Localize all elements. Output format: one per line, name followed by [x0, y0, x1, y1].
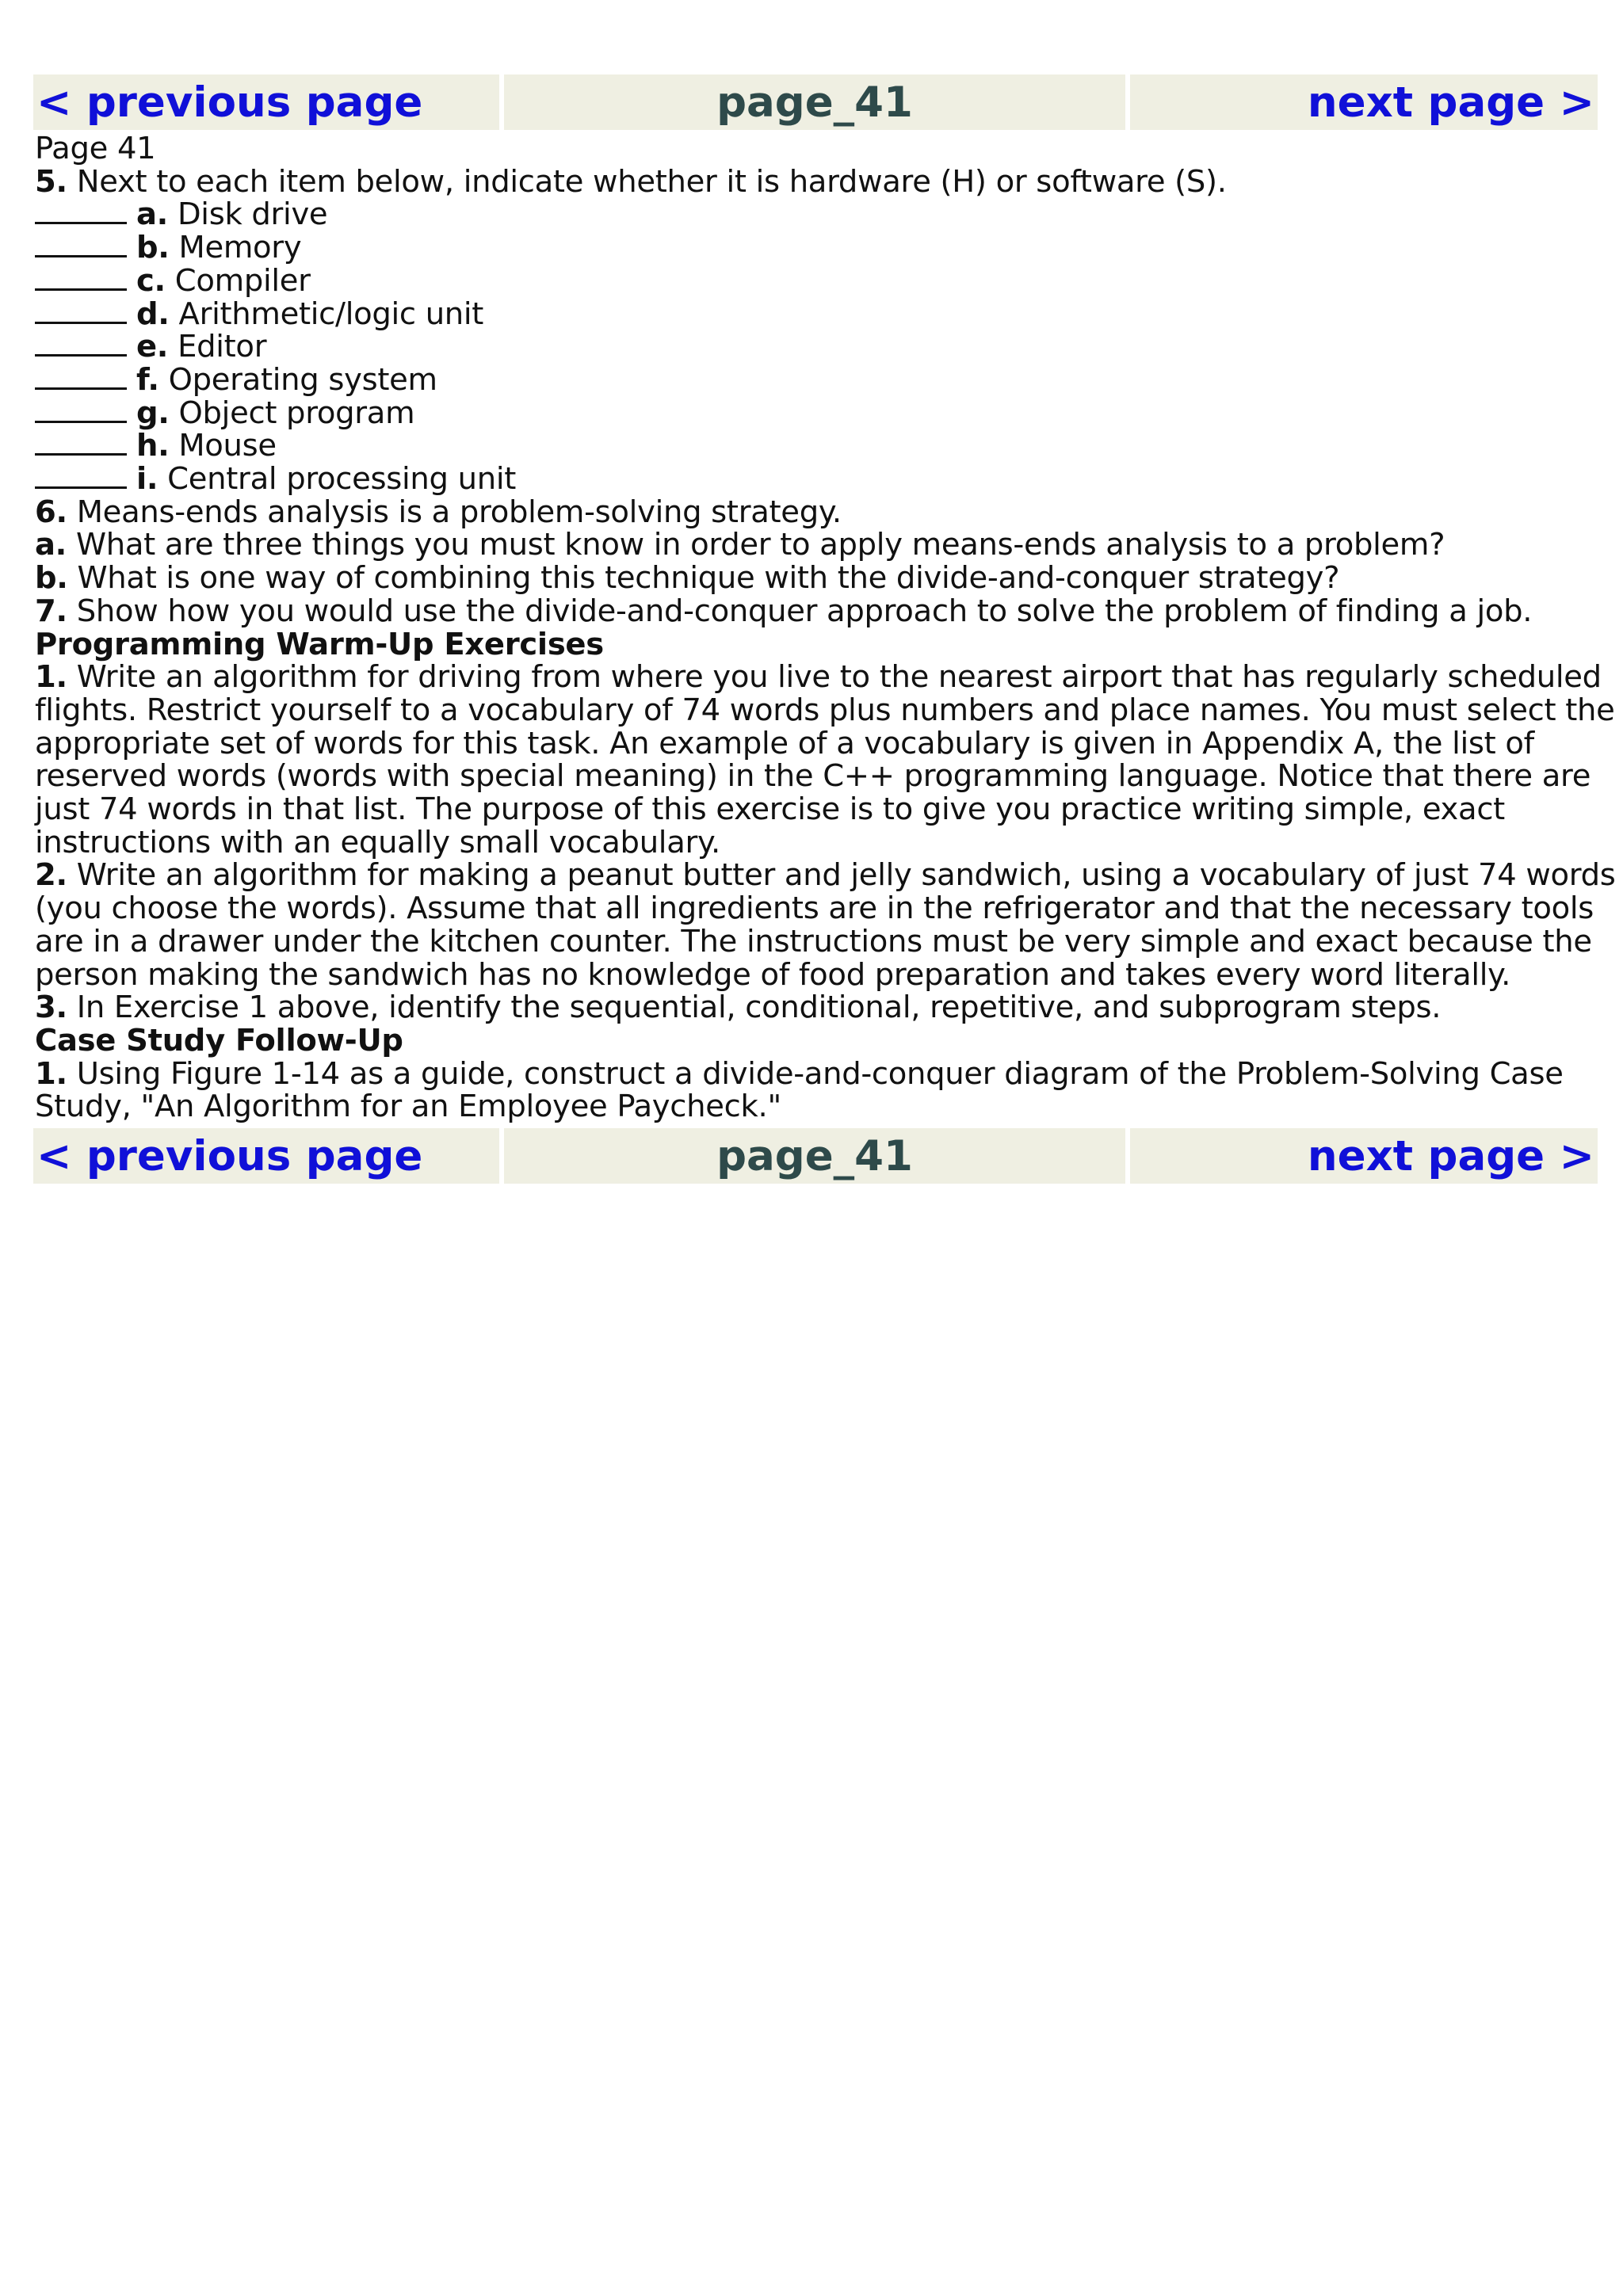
- page-content: [35, 131, 1616, 1125]
- question-number: 5.: [35, 163, 67, 200]
- list-item: [35, 262, 1598, 299]
- answer-blank: [35, 387, 127, 390]
- question-6: [35, 496, 1598, 529]
- item-text: Memory: [169, 230, 302, 266]
- exercise-text: Using Figure 1-14 as a guide, construct a divide-and-conquer diagram of the Problem-Solving Case: [67, 1055, 1564, 1092]
- item-text: What are three things you must know in order to apply means-ends analysis to a problem?: [67, 527, 1445, 563]
- answer-blank: [35, 486, 127, 489]
- item-text: Central processing unit: [158, 461, 517, 498]
- exercise-text-line: flights. Restrict yourself to a vocabulary of 74 words plus numbers and place names. You must select the: [35, 692, 1615, 728]
- exercise-number: 3.: [35, 990, 67, 1026]
- question-6a: [35, 528, 1598, 562]
- page-title: page_41: [504, 1128, 1125, 1184]
- exercise-text: In Exercise 1 above, identify the sequential, conditional, repetitive, and subprogram steps.: [67, 990, 1442, 1026]
- next-page-link[interactable]: next page >: [1130, 74, 1598, 130]
- item-letter: f.: [136, 361, 159, 398]
- exercise-text-line: are in a drawer under the kitchen counter. The instructions must be very simple and exact because the: [35, 923, 1592, 959]
- exercise-text-line: person making the sandwich has no knowledge of food preparation and takes every word literally.: [35, 956, 1511, 993]
- list-item: [35, 429, 1598, 463]
- next-page-link[interactable]: next page >: [1130, 1128, 1598, 1184]
- exercise-text-line: just 74 words in that list. The purpose of this exercise is to give you practice writing simple, exact: [35, 791, 1505, 828]
- item-letter: g.: [136, 395, 170, 431]
- list-item: [35, 330, 1598, 364]
- item-letter: d.: [136, 296, 170, 332]
- item-letter: i.: [136, 461, 158, 498]
- item-text: Disk drive: [168, 196, 328, 233]
- item-text: Arithmetic/logic unit: [169, 296, 484, 332]
- top-navigation-bar: [33, 74, 1598, 130]
- bottom-navigation-bar: [33, 1128, 1598, 1184]
- list-item: [35, 231, 1598, 265]
- exercise-text-line: reserved words (words with special meaning) in the C++ programming language. Notice that there are: [35, 758, 1591, 795]
- list-item: [35, 198, 1598, 231]
- exercise-2: [35, 857, 1616, 894]
- exercise-3: [35, 991, 1598, 1024]
- section-heading-warmup: Programming Warm-Up Exercises: [35, 626, 604, 662]
- previous-page-link[interactable]: < previous page: [33, 74, 499, 130]
- list-item: [35, 397, 1598, 430]
- exercise-number: 2.: [35, 857, 67, 894]
- item-text: Compiler: [165, 262, 311, 299]
- exercise-text-line: appropriate set of words for this task. An example of a vocabulary is given in Appendix A, the list of: [35, 725, 1534, 761]
- answer-blank: [35, 288, 127, 291]
- exercise-text: Write an algorithm for driving from where you live to the nearest airport that has regularly scheduled: [67, 659, 1602, 696]
- question-7: [35, 595, 1598, 628]
- page-label: Page 41: [35, 131, 156, 166]
- item-letter: a.: [136, 196, 169, 233]
- list-item: [35, 361, 1598, 398]
- answer-blank: [35, 421, 127, 423]
- question-number: 7.: [35, 593, 67, 629]
- item-letter: h.: [136, 428, 170, 464]
- list-item: [35, 298, 1598, 331]
- item-letter: b.: [136, 230, 170, 266]
- item-letter: e.: [136, 329, 169, 365]
- answer-blank: [35, 222, 127, 224]
- exercise-text: Write an algorithm for making a peanut butter and jelly sandwich, using a vocabulary of just 74 words: [67, 857, 1616, 894]
- answer-blank: [35, 322, 127, 324]
- exercise-number: 1.: [35, 659, 67, 696]
- list-item: [35, 463, 1598, 496]
- item-letter: b.: [35, 560, 68, 597]
- exercise-text-line: instructions with an equally small vocabulary.: [35, 824, 720, 860]
- question-number: 6.: [35, 494, 67, 530]
- answer-blank: [35, 453, 127, 456]
- item-text: Editor: [168, 329, 267, 365]
- exercise-text-line: Study, "An Algorithm for an Employee Paycheck.": [35, 1089, 781, 1125]
- question-text: Means-ends analysis is a problem-solving strategy.: [67, 494, 842, 530]
- previous-page-link[interactable]: < previous page: [33, 1128, 499, 1184]
- item-letter: c.: [136, 262, 166, 299]
- case-study-exercise-1: [35, 1055, 1598, 1092]
- answer-blank: [35, 354, 127, 357]
- question-text: Next to each item below, indicate whether it is hardware (H) or software (S).: [67, 163, 1227, 200]
- question-6b: [35, 562, 1598, 595]
- question-5: [35, 163, 1598, 200]
- exercise-number: 1.: [35, 1055, 67, 1092]
- answer-blank: [35, 255, 127, 257]
- item-text: Object program: [169, 395, 415, 431]
- item-letter: a.: [35, 527, 67, 563]
- item-text: Mouse: [169, 428, 277, 464]
- item-text: Operating system: [158, 361, 437, 398]
- exercise-1: [35, 659, 1602, 696]
- section-heading-case-study: Case Study Follow-Up: [35, 1022, 403, 1058]
- question-text: Show how you would use the divide-and-conquer approach to solve the problem of finding a job.: [67, 593, 1533, 629]
- exercise-text-line: (you choose the words). Assume that all ingredients are in the refrigerator and that the necessary tools: [35, 891, 1594, 927]
- page-title: page_41: [504, 74, 1125, 130]
- item-text: What is one way of combining this technique with the divide-and-conquer strategy?: [67, 560, 1340, 597]
